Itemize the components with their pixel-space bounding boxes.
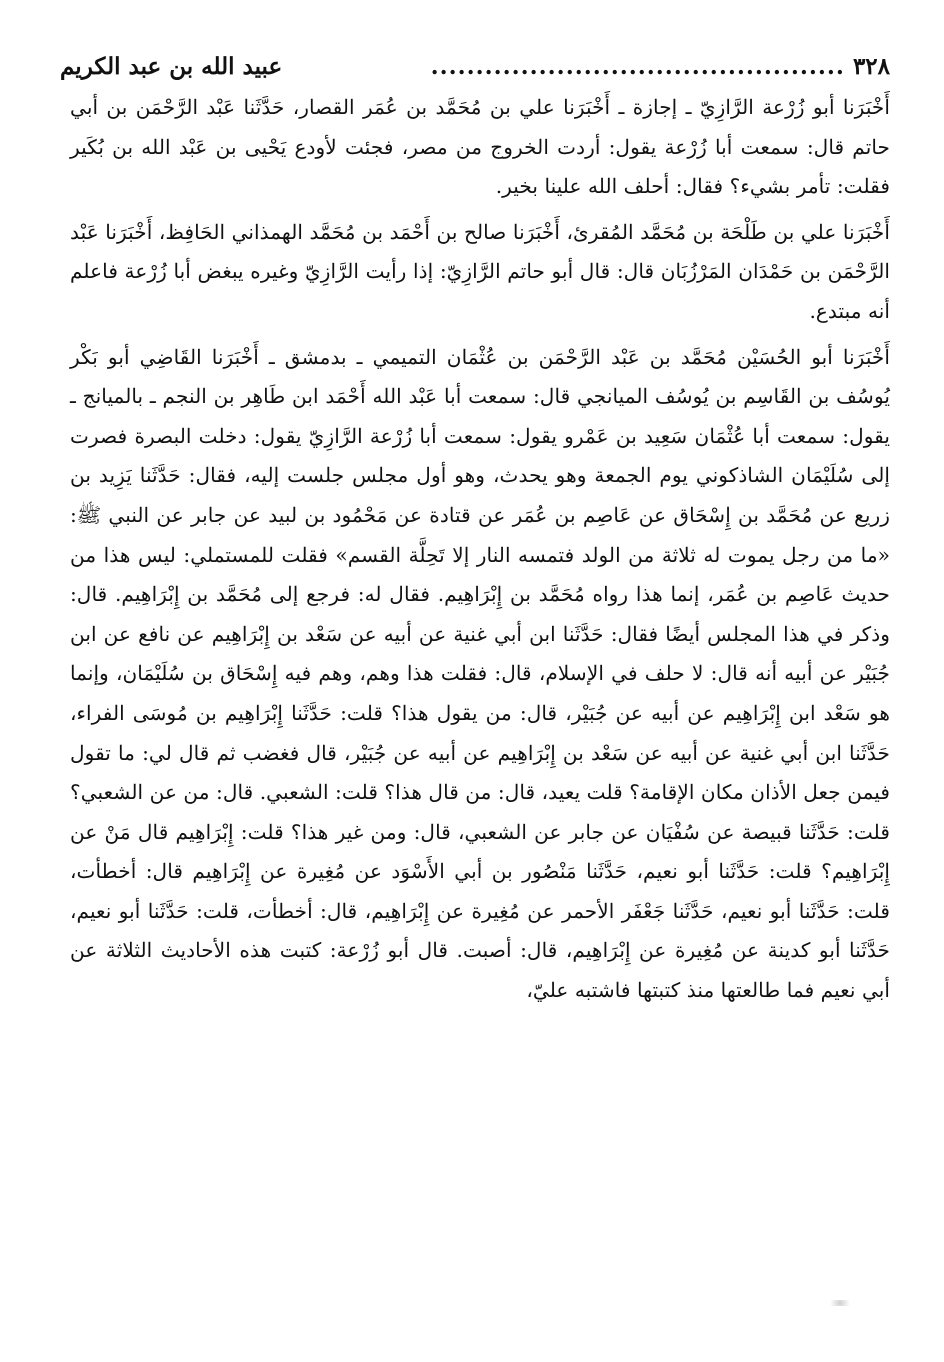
running-head (60, 50, 890, 84)
header-title: عبيد الله بن عبد الكريم (60, 53, 283, 80)
header-leader-dots: .............................................. (430, 53, 845, 80)
paragraph-3: أَخْبَرَنا أبو الحُسَيْن مُحَمَّد بن عَبْد الرَّحْمَن بن عُثْمَان التميمي ـ بدمشق ـ أَخْبَرَنا القَاضِي أبو بَكْر يُوسُف بن القَاسِم بن يُوسُف الميانجي قال: سمعت أبا عَبْد الله أَحْمَد ابن طَاهِر بن النجم ـ بالميانج ـ يقول: سمعت أبا عُثْمَان سَعِيد بن عَمْرو يقول: سمعت أبا زُرْعة الرَّازِيّ يقول: دخلت البصرة فصرت إلى سُلَيْمَان الشاذكوني يوم الجمعة وهو يحدث، وهو أول مجلس جلست إليه، فقال: حَدَّثَنا يَزِيد بن زريع عن مُحَمَّد بن إِسْحَاق عن عَاصِم بن عُمَر عن قتادة عن مَحْمُود بن لبيد عن جابر عن النبي ﷺ: «ما من رجل يموت له ثلاثة من الولد فتمسه النار إلا تَحِلَّة القسم» فقلت للمستملي: ليس هذا من حديث عَاصِم بن عُمَر، إنما هذا رواه مُحَمَّد بن إِبْرَاهِيم. فقال له: فرجع إلى مُحَمَّد بن إِبْرَاهِيم. قال: وذكر في هذا المجلس أيضًا فقال: حَدَّثَنا ابن أبي غنية عن أبيه عن سَعْد بن إِبْرَاهِيم عن نافع عن ابن جُبَيْر عن أبيه أنه قال: لا حلف في الإسلام، قال: فقلت هذا وهم، وهم فيه إِسْحَاق بن سُلَيْمَان، وإنما هو سَعْد ابن إِبْرَاهِيم عن أبيه عن جُبَيْر، قال: من يقول هذا؟ قلت: حَدَّثَنا إِبْرَاهِيم بن مُوسَى الفراء، حَدَّثَنا ابن أبي غنية عن أبيه عن سَعْد بن إِبْرَاهِيم عن أبيه عن جُبَيْر، قال فغضب ثم قال لي: ما تقول فيمن جعل الأذان مكان الإقامة؟ قلت يعيد، قال: من قال هذا؟ قلت: الشعبي. قال: من عن الشعبي؟ قلت: حَدَّثَنا قبيصة عن سُفْيَان عن جابر عن الشعبي، قال: ومن غير هذا؟ قلت: إِبْرَاهِيم قال مَنْ عن إِبْرَاهِيم؟ قلت: حَدَّثَنا أبو نعيم، حَدَّثَنا مَنْصُور بن أبي الأَسْوَد عن مُغِيرة عن إِبْرَاهِيم قال: أخطأت، قلت: حَدَّثَنا أبو نعيم، حَدَّثَنا جَعْفَر الأحمر عن مُغِيرة عن إِبْرَاهِيم، قال: أخطأت، قلت: حَدَّثَنا أبو نعيم، حَدَّثَنا أبو كدينة عن مُغِيرة عن إِبْرَاهِيم، قال: أصبت. قال أبو زُرْعة: كتبت هذه الأحاديث الثلاثة عن أبي نعيم فما طالعتها منذ كتبتها فاشتبه عليّ، (70, 344, 891, 1003)
page-number: ٣٢٨ (852, 53, 890, 80)
paragraph-2: أَخْبَرَنا علي بن طَلْحَة بن مُحَمَّد المُقرئ، أَخْبَرَنا صالح بن أَحْمَد بن مُحَمَّد الهمذاني الحَافِظ، أَخْبَرَنا عَبْد الرَّحْمَن بن حَمْدَان المَرْزُبَان قال: قال أبو حاتم الرَّازِيّ: إذا رأيت الرَّازِيّ وغيره يبغض أبا زُرْعة فاعلم أنه مبتدع. (70, 219, 890, 323)
scan-speck (826, 1300, 854, 1306)
text-body (70, 88, 890, 1011)
paragraph-1: أَخْبَرَنا أبو زُرْعة الرَّازِيّ ـ إجازة ـ أَخْبَرَنا علي بن مُحَمَّد بن عُمَر القصار، حَدَّثَنا عَبْد الرَّحْمَن بن أبي حاتم قال: سمعت أبا زُرْعة يقول: أردت الخروج من مصر، فجئت لأودع يَحْيى بن عَبْد الله بن بُكَير فقلت: تأمر بشيء؟ فقال: أحلف الله علينا بخير. (70, 95, 890, 199)
